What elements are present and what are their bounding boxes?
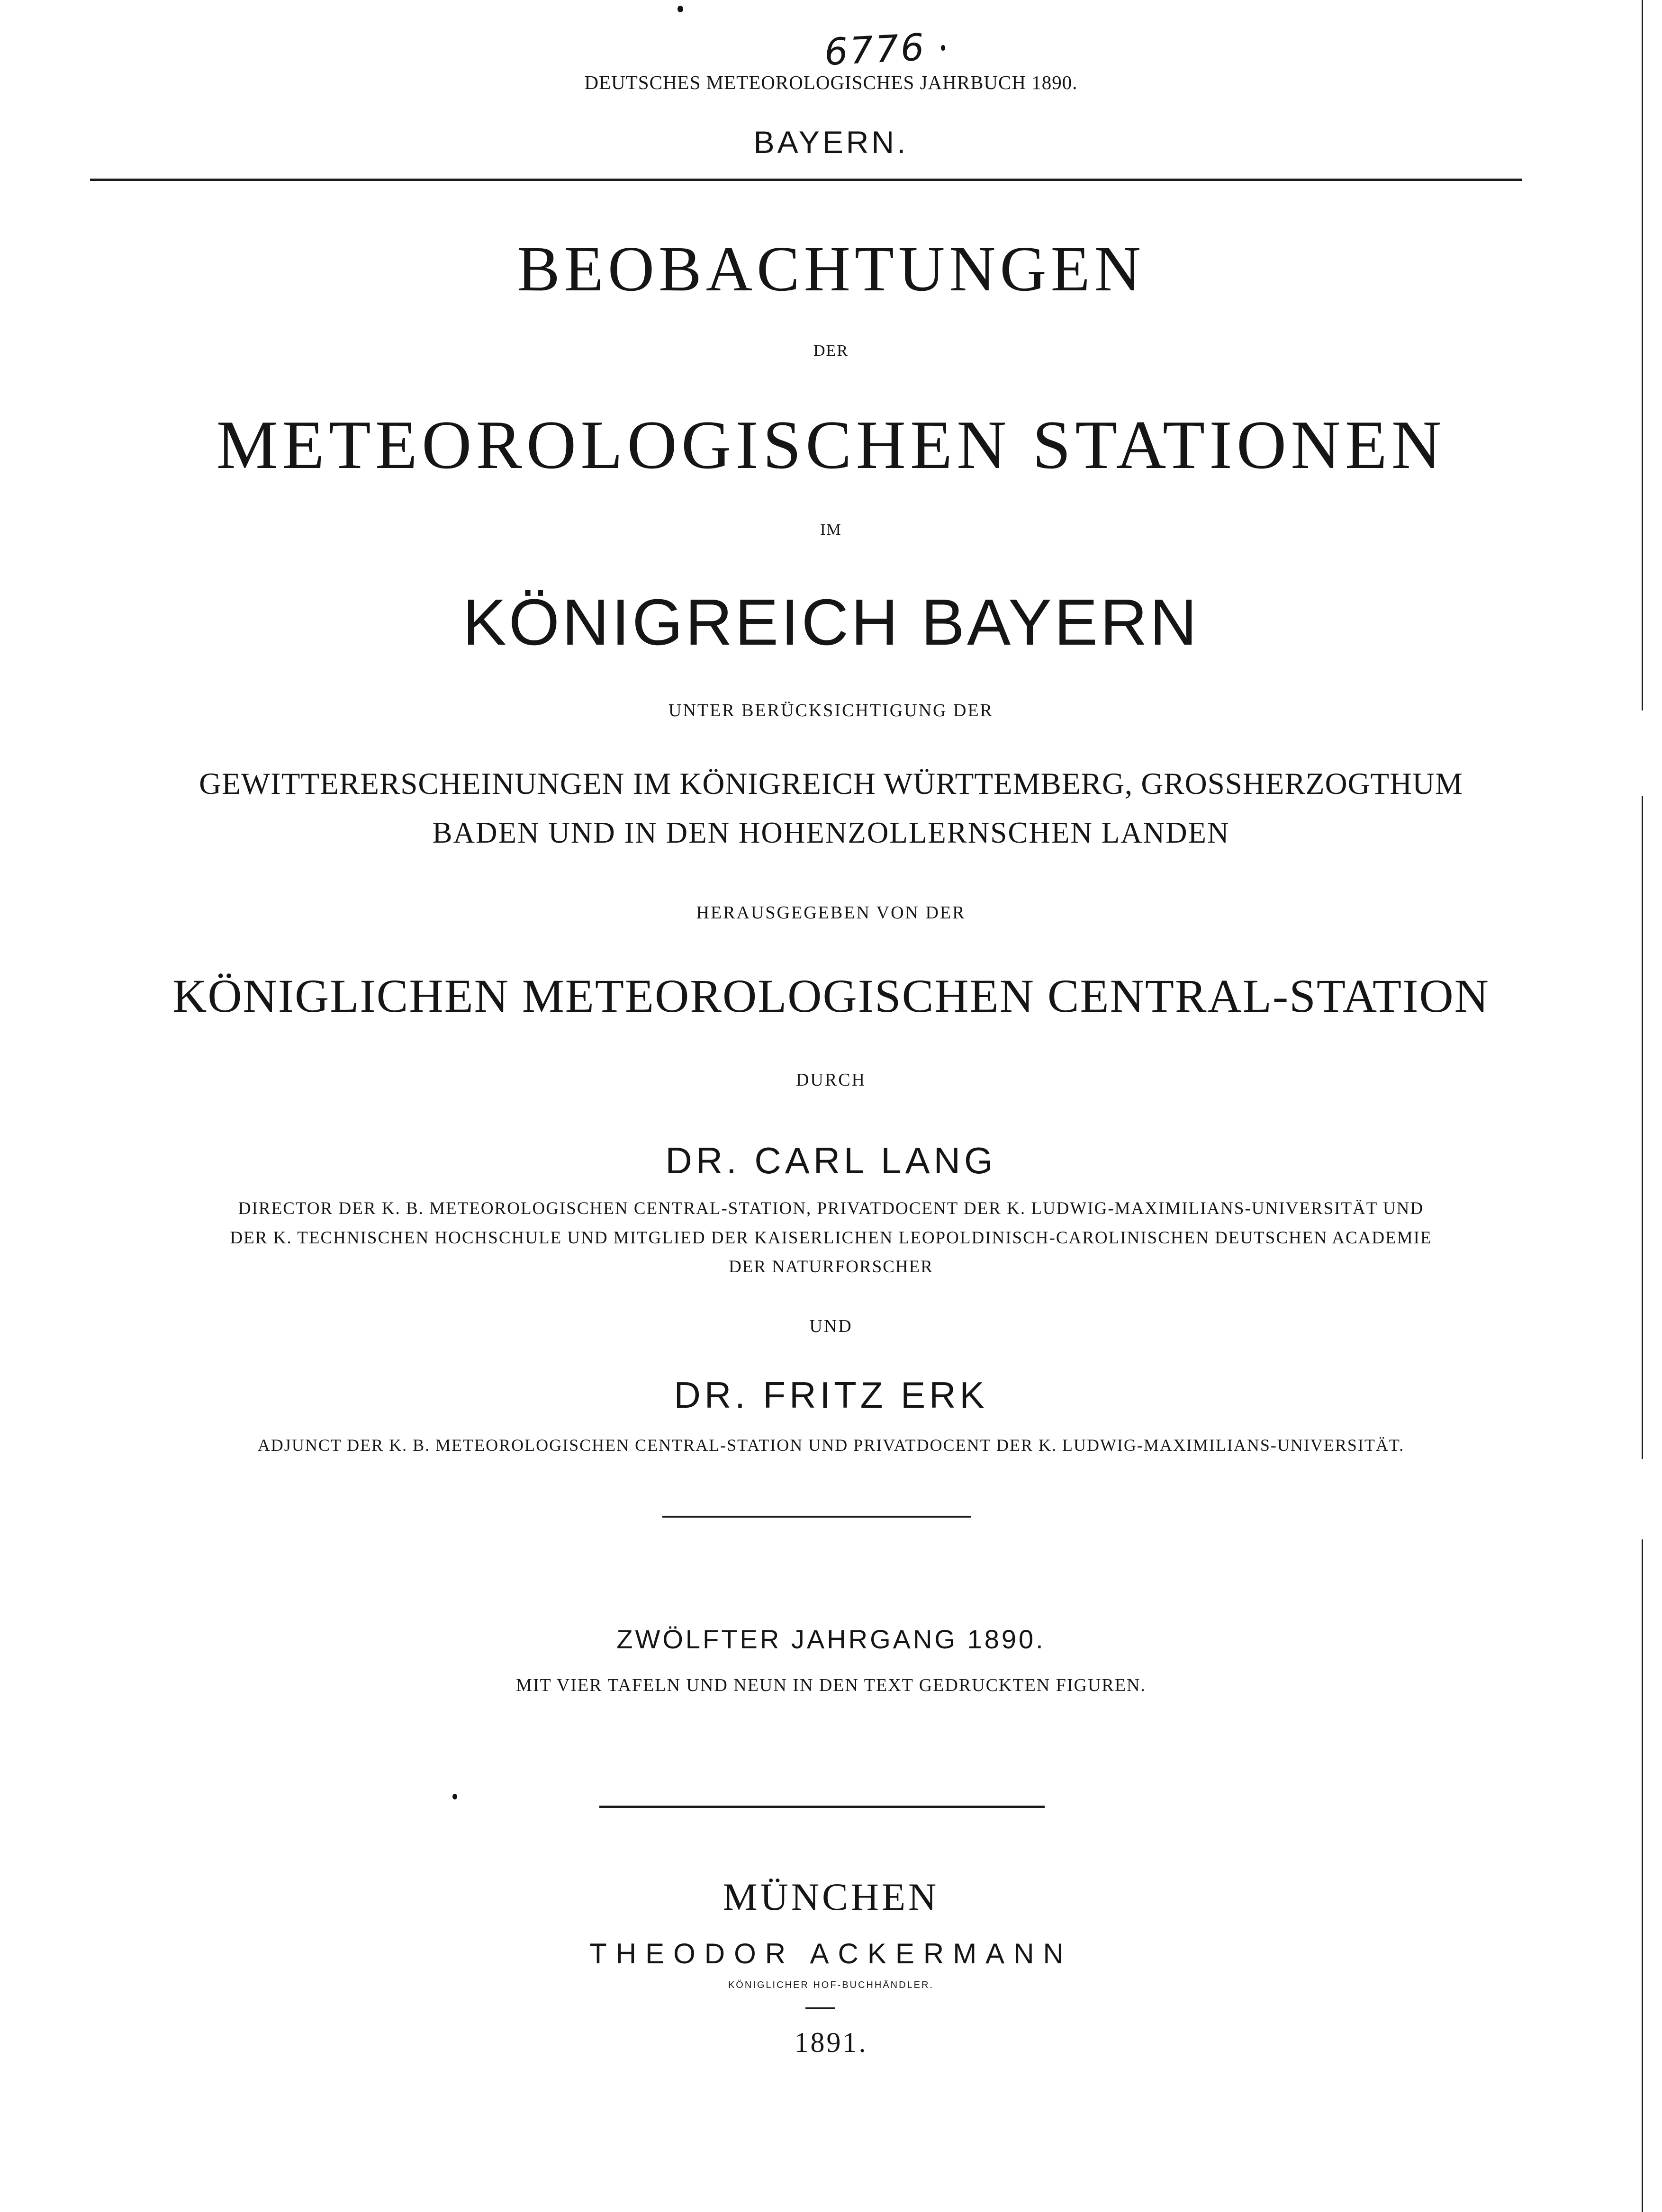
title-line-1: BEOBACHTUNGEN: [517, 234, 1145, 305]
section-rule-1: [662, 1516, 971, 1518]
ink-speck: [941, 45, 945, 51]
title-line-2: METEOROLOGISCHEN STATIONEN: [216, 406, 1446, 483]
connector-der: DER: [813, 342, 849, 360]
author-1-affiliation-2: DER K. TECHNISCHEN HOCHSCHULE UND MITGLIED DER KAISERLICHEN LEOPOLDINISCH-CAROLINISCHEN DEUTSCHEN ACADEMIE: [230, 1228, 1432, 1248]
title-line-3: KÖNIGREICH BAYERN: [462, 586, 1200, 659]
ink-speck: [677, 6, 683, 12]
author-1-name: DR. CARL LANG: [665, 1140, 997, 1181]
author-1-affiliation-1: DIRECTOR DER K. B. METEOROLOGISCHEN CENTRAL-STATION, PRIVATDOCENT DER K. LUDWIG-MAXIMILIANS-UNIVERSITÄT UND: [238, 1199, 1424, 1218]
region-heading: BAYERN.: [753, 125, 909, 160]
section-rule-2: [599, 1806, 1045, 1808]
subtitle-intro: UNTER BERÜCKSICHTIGUNG DER: [668, 701, 994, 720]
imprint-year: 1891.: [794, 2027, 868, 2058]
archive-number: 6776: [823, 26, 927, 74]
scan-edge: [1642, 1539, 1643, 2212]
ink-speck: [452, 1794, 457, 1799]
imprint-city: MÜNCHEN: [723, 1875, 939, 1918]
edition-note: MIT VIER TAFELN UND NEUN IN DEN TEXT GEDRUCKTEN FIGUREN.: [516, 1675, 1146, 1695]
running-header: DEUTSCHES METEOROLOGISCHES JAHRBUCH 1890.: [584, 72, 1078, 93]
author-1-affiliation-3: DER NATURFORSCHER: [729, 1257, 933, 1277]
scan-edge: [1642, 796, 1643, 1459]
publisher-name: KÖNIGLICHEN METEOROLOGISCHEN CENTRAL-STATION: [172, 970, 1490, 1022]
connector-durch: DURCH: [795, 1070, 867, 1090]
connector-im: IM: [820, 521, 842, 539]
imprint-publisher: THEODOR ACKERMANN: [589, 1938, 1073, 1969]
publisher-intro: HERAUSGEGEBEN VON DER: [696, 903, 966, 923]
header-rule: [90, 179, 1522, 181]
imprint-publisher-title: KÖNIGLICHER HOF-BUCHHÄNDLER.: [728, 1980, 934, 1990]
year-rule: [805, 2007, 835, 2009]
scan-edge: [1642, 0, 1643, 710]
connector-und: UND: [809, 1316, 853, 1336]
author-2-affiliation: ADJUNCT DER K. B. METEOROLOGISCHEN CENTRAL-STATION UND PRIVATDOCENT DER K. LUDWIG-MAXIMILIANS-UNIVERSITÄT.: [257, 1436, 1405, 1455]
subtitle-line-2: BADEN UND IN DEN HOHENZOLLERNSCHEN LANDEN: [432, 816, 1230, 849]
edition: ZWÖLFTER JAHRGANG 1890.: [616, 1624, 1046, 1654]
author-2-name: DR. FRITZ ERK: [674, 1374, 988, 1416]
subtitle-line-1: GEWITTERERSCHEINUNGEN IM KÖNIGREICH WÜRTTEMBERG, GROSSHERZOGTHUM: [199, 767, 1463, 801]
